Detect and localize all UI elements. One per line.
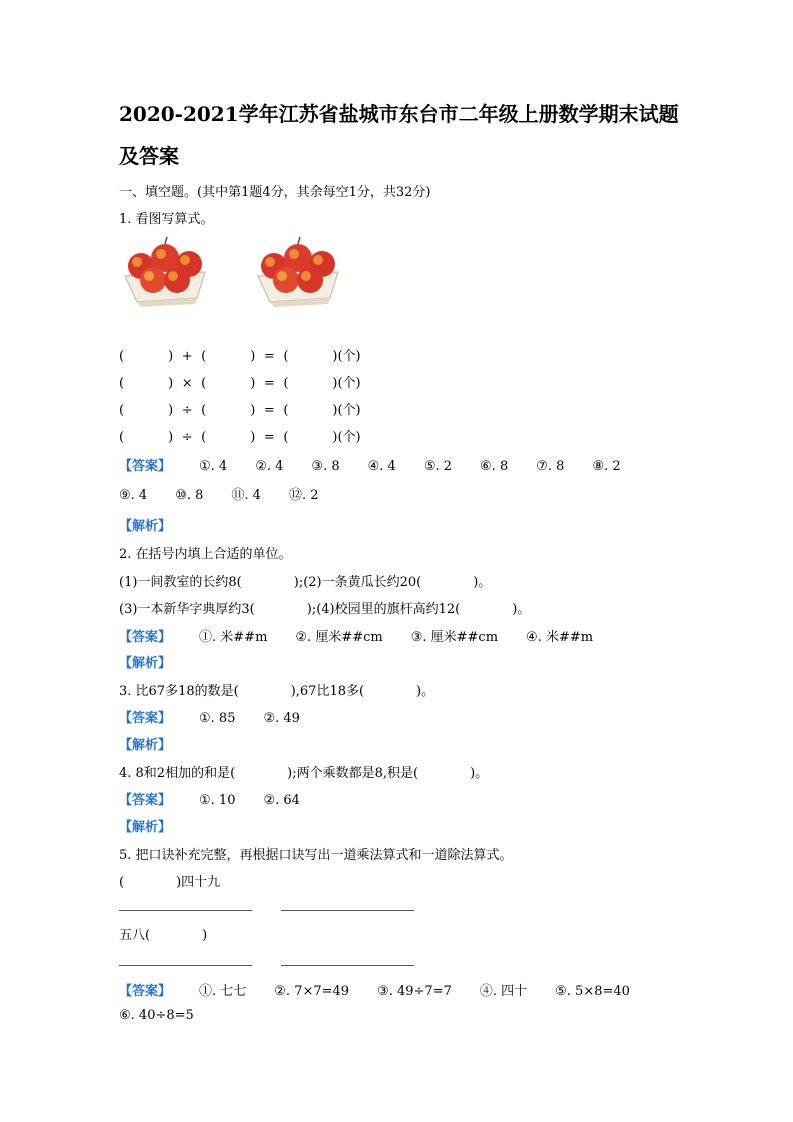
equals-sign: = — [263, 349, 275, 364]
open-paren: ( — [119, 376, 125, 391]
q2-answer-line: 【答案】 ①. 米##m ②. 厘米##cm ③. 厘米##cm ④. 米##m — [119, 630, 594, 645]
q5-rhyme-1: ( )四十九 — [119, 875, 221, 890]
page-title: 2020-2021学年江苏省盐城市东台市二年级上册数学期末试题及答案 — [119, 102, 679, 168]
q1-answers-1: ①. 4 ②. 4 ③. 8 ④. 4 ⑤. 2 ⑥. 8 ⑦. 8 ⑧. 2 — [199, 459, 621, 474]
section-heading: 一、填空题。(其中第1题4分，其余每空1分，共32分) — [119, 185, 431, 200]
q4-answer-line: 【答案】 ①. 10 ②. 64 — [119, 793, 300, 808]
unit-label: (个) — [337, 403, 361, 418]
open-paren: ( — [201, 376, 207, 391]
operator: × — [181, 376, 193, 391]
answer-tag: 【答案】 — [119, 459, 172, 474]
close-paren: ) — [250, 376, 256, 391]
open-paren: ( — [283, 349, 289, 364]
close-paren: ) — [168, 376, 174, 391]
q2-line-1: (1)一间教室的长约8( );(2)一条黄瓜长约20( )。 — [119, 575, 492, 590]
close-paren: ) — [332, 349, 338, 364]
q3-analysis-tag: 【解析】 — [119, 738, 172, 753]
apple-basket-image-1 — [119, 232, 211, 308]
close-paren: ) — [168, 403, 174, 418]
q1-analysis-tag: 【解析】 — [119, 519, 172, 534]
open-paren: ( — [119, 430, 125, 445]
answer-blank-line — [281, 965, 414, 966]
answer-blank-line — [281, 910, 414, 911]
q3-answer-line: 【答案】 ①. 85 ②. 49 — [119, 711, 300, 726]
q1-formula-row — [119, 372, 361, 391]
close-paren: ) — [250, 430, 256, 445]
open-paren: ( — [119, 349, 125, 364]
unit-label: (个) — [337, 376, 361, 391]
close-paren: ) — [332, 376, 338, 391]
q3-prompt: 3. 比67多18的数是( ),67比18多( )。 — [119, 684, 435, 699]
open-paren: ( — [283, 403, 289, 418]
unit-label: (个) — [337, 349, 361, 364]
q1-formula-row — [119, 399, 361, 418]
q5-prompt: 5. 把口诀补充完整，再根据口诀写出一道乘法算式和一道除法算式。 — [119, 848, 513, 863]
apple-basket-image-2 — [252, 232, 344, 308]
operator: + — [181, 349, 193, 364]
q1-prompt: 1. 看图写算式。 — [119, 212, 214, 227]
q5-answer-line-1: 【答案】 ①. 七七 ②. 7×7=49 ③. 49÷7=7 ④. 四十 ⑤. 5×8=40 — [119, 984, 630, 999]
q2-prompt: 2. 在括号内填上合适的单位。 — [119, 547, 292, 562]
open-paren: ( — [283, 376, 289, 391]
q4-analysis-tag: 【解析】 — [119, 820, 172, 835]
answer-blank-line — [119, 910, 252, 911]
q2-line-2: (3)一本新华字典厚约3( );(4)校园里的旗杆高约12( )。 — [119, 602, 531, 617]
equals-sign: = — [263, 430, 275, 445]
q1-formula-row — [119, 426, 361, 445]
equals-sign: = — [263, 376, 275, 391]
close-paren: ) — [250, 349, 256, 364]
unit-label: (个) — [337, 430, 361, 445]
q1-answer-line-2: ⑨. 4 ⑩. 8 ⑪. 4 ⑫. 2 — [119, 488, 319, 503]
operator: ÷ — [181, 403, 193, 418]
open-paren: ( — [201, 349, 207, 364]
operator: ÷ — [181, 430, 193, 445]
equals-sign: = — [263, 403, 275, 418]
open-paren: ( — [201, 430, 207, 445]
q1-answer-line-1 — [119, 455, 621, 474]
open-paren: ( — [283, 430, 289, 445]
close-paren: ) — [332, 403, 338, 418]
q4-prompt: 4. 8和2相加的和是( );两个乘数都是8,积是( )。 — [119, 766, 489, 781]
close-paren: ) — [250, 403, 256, 418]
open-paren: ( — [201, 403, 207, 418]
q5-answer-line-2: ⑥. 40÷8=5 — [119, 1008, 194, 1023]
q1-formula-row — [119, 345, 361, 364]
close-paren: ) — [168, 430, 174, 445]
open-paren: ( — [119, 403, 125, 418]
q5-rhyme-2: 五八( ) — [119, 928, 208, 943]
close-paren: ) — [168, 349, 174, 364]
close-paren: ) — [332, 430, 338, 445]
q2-analysis-tag: 【解析】 — [119, 656, 172, 671]
answer-blank-line — [119, 965, 252, 966]
